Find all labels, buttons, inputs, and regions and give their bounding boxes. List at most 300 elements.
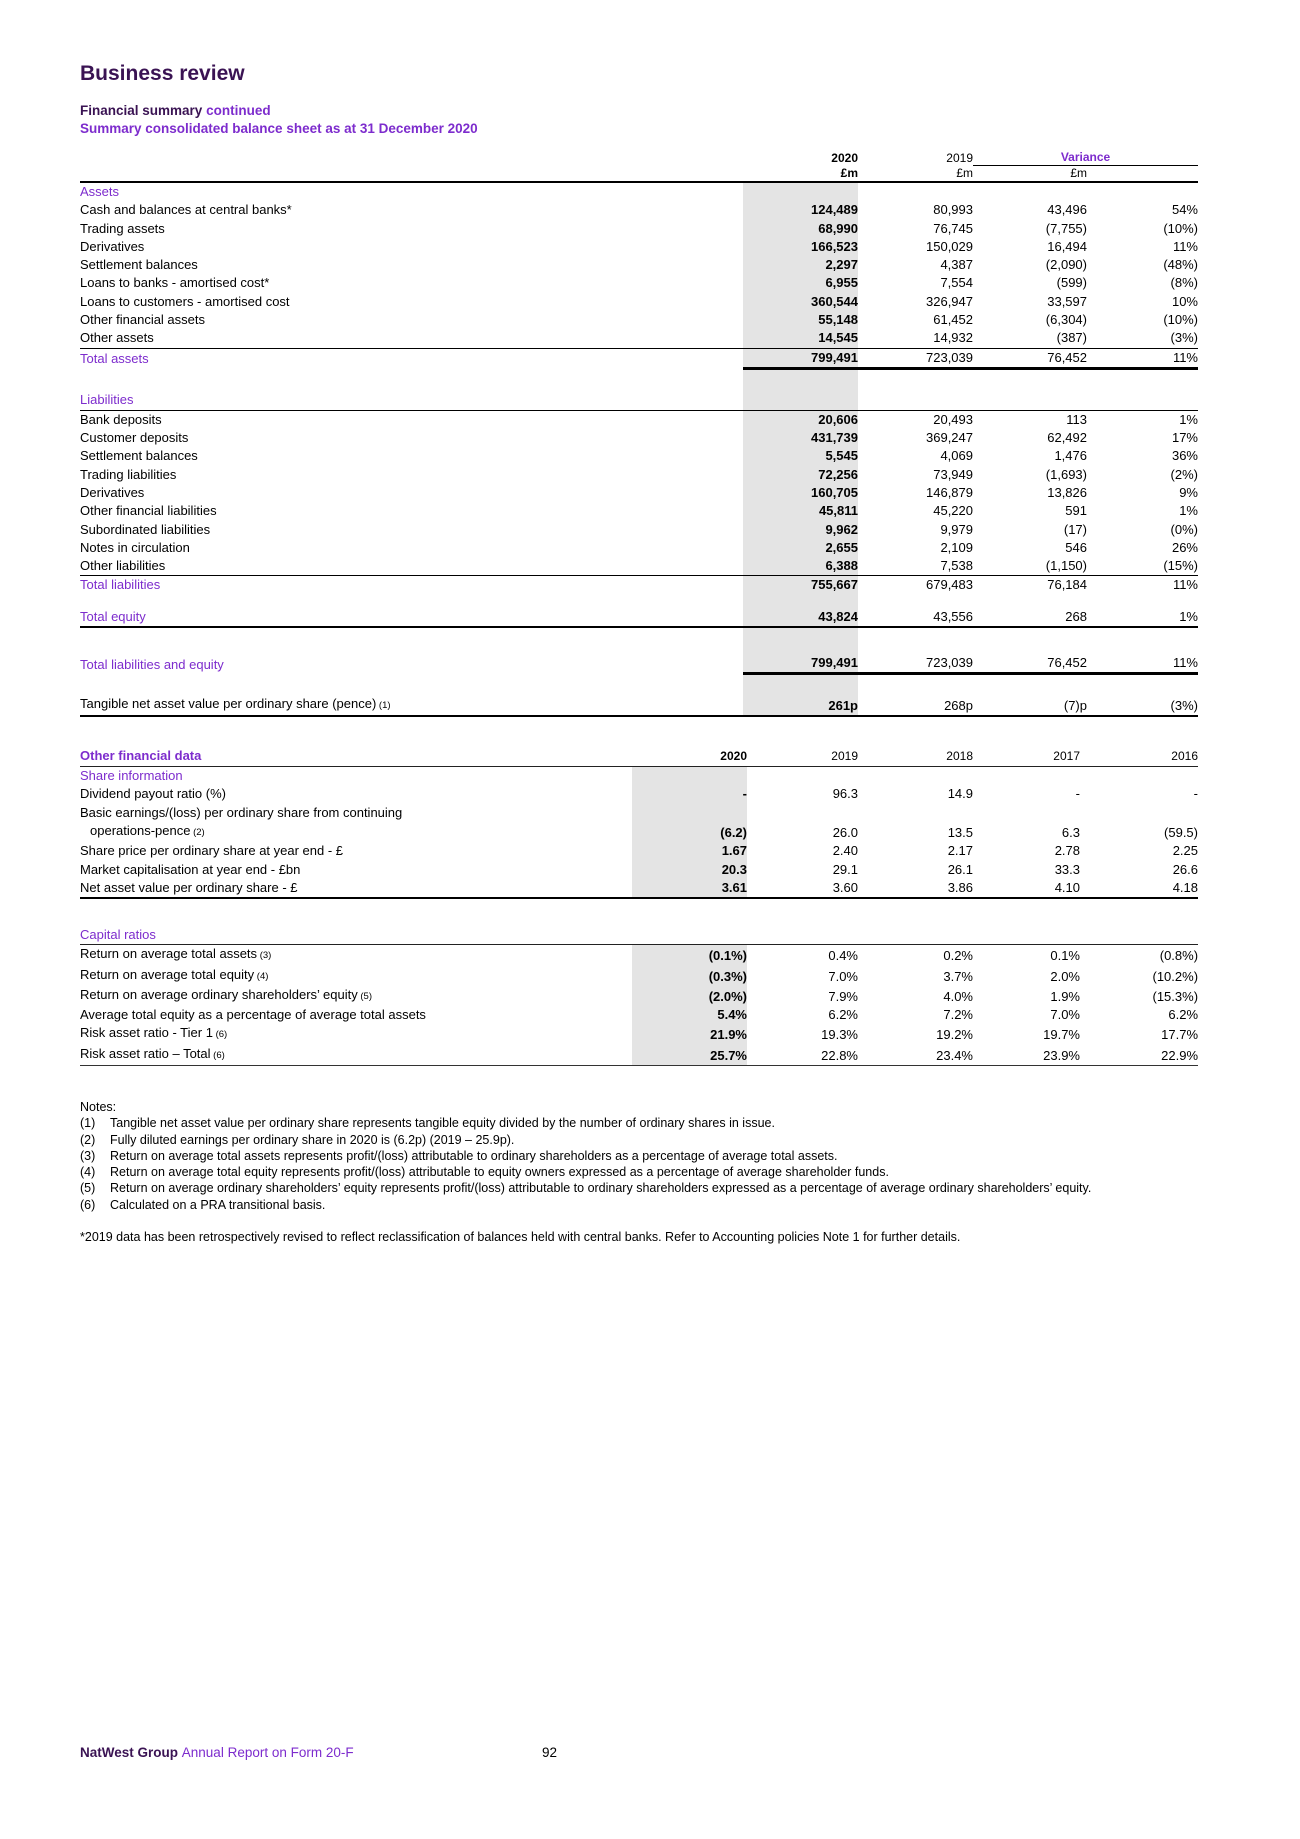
spacer-row [80, 627, 1198, 654]
value-cell: (3%) [1087, 695, 1198, 716]
value-cell: 1% [1087, 608, 1198, 627]
value-cell: 23.9% [973, 1045, 1080, 1066]
value-cell: 0.1% [1050, 948, 1080, 964]
value-cell: 268 [973, 608, 1087, 627]
note-text: Return on average ordinary shareholders’ equity represents profit/(loss) attributable to ordinary shareholders expressed as a percentage of average ordinary shareholders’ equity. [110, 1181, 1092, 1196]
table-row [80, 429, 1198, 447]
table-row [80, 945, 1198, 966]
other-financial-data-table [80, 746, 1198, 899]
value-cell: 62,492 [1047, 430, 1087, 446]
value-cell: 36% [1171, 448, 1198, 464]
value-cell: 2.40 [832, 843, 858, 859]
value-cell [973, 767, 1080, 786]
col-header-2017: 2017 [973, 746, 1080, 767]
table-row [80, 557, 1198, 576]
value-cell: 3.60 [747, 879, 858, 898]
col-header-2019: 2019 [747, 746, 858, 767]
value-cell: 2.25 [1172, 843, 1198, 859]
capital-ratios-table [80, 925, 1198, 1066]
value-cell: 14.9 [947, 786, 973, 802]
other-financial-title: Other financial data [80, 746, 632, 767]
row-label: Risk asset ratio - Tier 1 [80, 1025, 213, 1041]
section-heading-row [80, 767, 1198, 786]
value-cell [1080, 767, 1198, 786]
spacer-row [80, 674, 1198, 695]
value-cell: 11% [1087, 654, 1198, 674]
row-label: Other liabilities [80, 558, 166, 574]
value-cell: 360,544 [743, 293, 858, 311]
value-cell: (10.2%) [1152, 968, 1199, 984]
value-cell: 7,554 [940, 275, 973, 291]
note-number: (3) [80, 1148, 96, 1163]
value-cell: 755,667 [743, 576, 858, 595]
value-cell: 150,029 [926, 238, 973, 254]
note-item [80, 1164, 1200, 1180]
value-cell: 72,256 [743, 466, 858, 484]
page-content [80, 0, 1200, 1245]
value-cell: 22.9% [1080, 1045, 1198, 1066]
row-label: Share information [80, 768, 183, 784]
value-cell: (599) [1056, 275, 1087, 291]
row-label: Return on average ordinary shareholders’ equity [80, 986, 358, 1002]
value-cell: 261p [743, 695, 858, 716]
row-label: Other assets [80, 330, 154, 346]
note-number: (5) [80, 1181, 96, 1196]
value-cell: 2.78 [1054, 843, 1080, 859]
value-cell: 33.3 [1054, 861, 1080, 877]
balance-sheet-table [80, 150, 1198, 717]
value-cell: (0.8%) [1159, 948, 1199, 964]
row-label: Return on average total equity [80, 966, 255, 982]
value-cell [973, 804, 1080, 822]
value-cell: 799,491 [743, 348, 858, 368]
value-cell: (15%) [1087, 557, 1198, 576]
value-cell [973, 595, 1087, 608]
note-reference: (4) [254, 970, 269, 982]
row-label: Net asset value per ordinary share - £ [80, 879, 298, 895]
section-heading-row [80, 391, 1198, 410]
note-text: Calculated on a PRA transitional basis. [110, 1197, 326, 1212]
note-text: Fully diluted earnings per ordinary share in 2020 is (6.2p) (2019 – 25.9p). [110, 1132, 515, 1147]
value-cell: 723,039 [858, 348, 973, 368]
row-label: Loans to customers - amortised cost [80, 293, 290, 309]
value-cell: 4.10 [973, 879, 1080, 898]
note-number: (2) [80, 1132, 96, 1147]
table-row [80, 842, 1198, 860]
value-cell: 43,824 [743, 608, 858, 627]
notes-section [80, 1099, 1200, 1245]
value-cell: 799,491 [743, 654, 858, 674]
value-cell: (48%) [1163, 257, 1198, 273]
total-row [80, 348, 1198, 368]
value-cell: 20.3 [632, 861, 747, 879]
table-row [80, 238, 1198, 256]
table-row [80, 879, 1198, 898]
table-row [80, 695, 1198, 716]
value-cell: 6.2% [828, 1007, 858, 1023]
row-label: Total liabilities [80, 577, 161, 593]
value-cell: 61,452 [933, 312, 973, 328]
value-cell: 76,452 [973, 348, 1087, 368]
value-cell: 9,962 [743, 521, 858, 539]
value-cell: 160,705 [743, 484, 858, 502]
value-cell: 45,811 [743, 502, 858, 520]
page-number: 92 [542, 1745, 558, 1760]
footer-report-name: Annual Report on Form 20-F [181, 1745, 354, 1760]
col-header-2016: 2016 [1080, 746, 1198, 767]
value-cell: 3.7% [943, 968, 973, 984]
value-cell: 17% [1171, 430, 1198, 446]
table-row [80, 966, 1198, 986]
year-header-row [80, 150, 1198, 166]
value-cell: 1% [1179, 411, 1198, 427]
value-cell: 54% [1171, 202, 1198, 218]
value-cell: 3.86 [858, 879, 973, 898]
value-cell: (387) [973, 329, 1087, 348]
value-cell: 76,452 [973, 654, 1087, 674]
value-cell: (6.2) [632, 822, 747, 842]
note-text: Return on average total equity represents profit/(loss) attributable to equity owners expressed as a percentage of average shareholder funds. [110, 1165, 889, 1180]
subtitle-bold: Financial summary [80, 103, 203, 118]
page-footer [80, 1745, 354, 1760]
value-cell: (15.3%) [1152, 988, 1199, 1004]
col-header-2019: 2019 [946, 150, 973, 165]
row-label: Trading liabilities [80, 466, 177, 482]
value-cell: - [1193, 786, 1198, 802]
note-item [80, 1180, 1200, 1196]
subtitle-continued: continued [206, 103, 271, 118]
table-row [80, 502, 1198, 520]
value-cell: 29.1 [832, 861, 858, 877]
value-cell: 20,493 [933, 411, 973, 427]
value-cell: (59.5) [1164, 825, 1198, 841]
value-cell: 55,148 [743, 311, 858, 329]
value-cell: 68,990 [743, 220, 858, 238]
star-footnote: *2019 data has been retrospectively revised to reflect reclassification of balances held with central banks. Refer to Accounting policies Note 1 for further details. [80, 1230, 961, 1245]
capital-ratios-section [80, 925, 1200, 1066]
note-reference: (1) [376, 699, 391, 711]
value-cell: 21.9% [632, 1024, 747, 1044]
value-cell [632, 767, 747, 786]
value-cell [743, 627, 858, 654]
footer-brand: NatWest Group [80, 1745, 179, 1760]
spacer-row [80, 368, 1198, 391]
row-label: Dividend payout ratio (%) [80, 786, 226, 802]
other-financial-header-row [80, 746, 1198, 767]
unit-header-row [80, 166, 1198, 183]
value-cell [973, 182, 1087, 201]
value-cell [1087, 182, 1198, 201]
row-label: Return on average total assets [80, 946, 258, 962]
spacer-row [80, 595, 1198, 608]
value-cell: 1.9% [1050, 988, 1080, 1004]
value-cell [973, 674, 1087, 695]
value-cell [743, 368, 858, 391]
value-cell [743, 595, 858, 608]
table-row [80, 822, 1198, 842]
value-cell: 14,545 [743, 329, 858, 348]
value-cell: (3%) [1087, 329, 1198, 348]
row-label: Subordinated liabilities [80, 521, 211, 537]
value-cell: 23.4% [858, 1045, 973, 1066]
value-cell: 2,655 [743, 539, 858, 557]
value-cell: 9% [1179, 484, 1198, 500]
row-label: Cash and balances at central banks* [80, 202, 292, 218]
row-label: Basic earnings/(loss) per ordinary share from continuing [80, 804, 403, 820]
row-label: Tangible net asset value per ordinary share (pence) [80, 695, 377, 711]
value-cell: 5,545 [743, 447, 858, 465]
table-row [80, 1024, 1198, 1044]
table-row [80, 861, 1198, 879]
value-cell [858, 595, 973, 608]
value-cell: 166,523 [743, 238, 858, 256]
value-cell: 26% [1171, 539, 1198, 555]
table-row [80, 1006, 1198, 1024]
col-header-variance: Variance [973, 150, 1198, 166]
table-row [80, 466, 1198, 484]
value-cell: 26.0 [832, 825, 858, 841]
value-cell: 4.0% [943, 988, 973, 1004]
value-cell: (17) [1063, 521, 1087, 537]
row-label: Bank deposits [80, 411, 162, 427]
value-cell [743, 391, 858, 410]
value-cell: 14,932 [858, 329, 973, 348]
value-cell: (8%) [1170, 275, 1198, 291]
value-cell: (2%) [1170, 466, 1198, 482]
value-cell [973, 391, 1087, 410]
value-cell: 591 [1065, 503, 1087, 519]
note-item [80, 1132, 1200, 1148]
row-label: Derivatives [80, 484, 145, 500]
value-cell: (2,090) [1045, 257, 1087, 273]
value-cell: (0%) [1170, 521, 1198, 537]
value-cell [1087, 627, 1198, 654]
value-cell [1087, 368, 1198, 391]
value-cell: 76,745 [933, 220, 973, 236]
value-cell: 26.6 [1172, 861, 1198, 877]
note-reference: (6) [212, 1029, 228, 1041]
value-cell: 11% [1172, 238, 1198, 254]
value-cell: 33,597 [1047, 293, 1087, 309]
value-cell: 20,606 [743, 410, 858, 429]
unit-variance: £m [973, 166, 1087, 183]
value-cell: 3.61 [632, 879, 747, 898]
total-row [80, 654, 1198, 674]
row-label: Average total equity as a percentage of average total assets [80, 1007, 426, 1023]
value-cell: 19.2% [936, 1027, 973, 1043]
col-header-2018: 2018 [858, 746, 973, 767]
row-label: Other financial liabilities [80, 503, 217, 519]
table-row [80, 293, 1198, 311]
value-cell: 7.0% [1050, 1007, 1080, 1023]
value-cell: 2,297 [743, 256, 858, 274]
value-cell: 6.3 [1061, 825, 1080, 841]
balance-sheet-title: Summary consolidated balance sheet as at 31 December 2020 [80, 121, 478, 136]
value-cell: (1,150) [973, 557, 1087, 576]
value-cell: 11% [1087, 348, 1198, 368]
row-label: Total equity [80, 608, 146, 624]
value-cell: (6,304) [1045, 312, 1087, 328]
row-label: Other financial assets [80, 312, 206, 328]
value-cell [858, 627, 973, 654]
value-cell [858, 674, 973, 695]
value-cell: (0.3%) [632, 966, 747, 986]
row-label: Derivatives [80, 238, 145, 254]
row-label: Liabilities [80, 392, 134, 408]
value-cell: 369,247 [926, 430, 973, 446]
note-reference: (5) [357, 990, 372, 1002]
value-cell: 25.7% [632, 1045, 747, 1066]
note-number: (6) [80, 1197, 96, 1212]
value-cell: 7.0% [828, 968, 858, 984]
table-row [80, 804, 1198, 822]
value-cell: 4,069 [940, 448, 973, 464]
total-row [80, 576, 1198, 595]
table-row [80, 785, 1198, 803]
value-cell: 146,879 [926, 484, 973, 500]
section-heading-row [80, 182, 1198, 201]
value-cell [743, 674, 858, 695]
value-cell: 5.4% [632, 1006, 747, 1024]
value-cell: 723,039 [858, 654, 973, 674]
value-cell: - [1075, 786, 1080, 802]
table-row [80, 447, 1198, 465]
row-label: Total assets [80, 351, 149, 367]
value-cell: 43,556 [858, 608, 973, 627]
capital-ratios-title: Capital ratios [80, 925, 1198, 945]
value-cell [632, 804, 747, 822]
note-text: Tangible net asset value per ordinary share represents tangible equity divided by the number of ordinary shares in issue. [110, 1116, 775, 1131]
value-cell [1080, 804, 1198, 822]
row-label: Settlement balances [80, 448, 198, 464]
value-cell [743, 182, 858, 201]
value-cell [858, 804, 973, 822]
balance-sheet-section [80, 150, 1200, 717]
table-row [80, 220, 1198, 238]
value-cell: 679,483 [926, 577, 973, 593]
table-row [80, 329, 1198, 348]
value-cell: 546 [1065, 539, 1087, 555]
value-cell: 268p [858, 695, 973, 716]
unit-2020: £m [743, 166, 858, 183]
note-number: (1) [80, 1116, 96, 1131]
value-cell: 76,184 [1047, 577, 1087, 593]
row-label: Notes in circulation [80, 539, 190, 555]
col-header-2020: 2020 [632, 746, 747, 767]
value-cell: 2,109 [940, 539, 973, 555]
value-cell: 73,949 [933, 466, 973, 482]
note-reference: (3) [257, 950, 272, 962]
value-cell: 26.1 [947, 861, 973, 877]
value-cell: 7,538 [858, 557, 973, 576]
note-item [80, 1148, 1200, 1164]
value-cell: 19.7% [1043, 1027, 1080, 1043]
table-row [80, 311, 1198, 329]
value-cell: 13.5 [947, 825, 973, 841]
value-cell: 113 [1066, 411, 1087, 427]
value-cell: 10% [1171, 293, 1198, 309]
table-row [80, 256, 1198, 274]
value-cell: (1,693) [1045, 466, 1087, 482]
table-row [80, 484, 1198, 502]
value-cell [747, 767, 858, 786]
value-cell: (0.1%) [632, 945, 747, 966]
table-row [80, 410, 1198, 429]
note-reference: (6) [210, 1049, 225, 1061]
note-number: (4) [80, 1165, 96, 1180]
row-label: Loans to banks - amortised cost* [80, 275, 270, 291]
row-label: Settlement balances [80, 257, 198, 273]
row-label: operations-pence [90, 823, 191, 839]
row-label: Customer deposits [80, 430, 189, 446]
note-item [80, 1197, 1200, 1213]
table-row [80, 1045, 1198, 1066]
value-cell: 96.3 [832, 786, 858, 802]
value-cell: 22.8% [747, 1045, 858, 1066]
value-cell [1087, 391, 1198, 410]
value-cell: - [632, 785, 747, 803]
value-cell [1087, 674, 1198, 695]
value-cell: 17.7% [1161, 1027, 1199, 1043]
table-row [80, 274, 1198, 292]
table-row [80, 986, 1198, 1006]
value-cell: 326,947 [926, 293, 973, 309]
value-cell: (7,755) [1045, 220, 1087, 236]
note-text: Return on average total assets represents profit/(loss) attributable to ordinary shareholders as a percentage of average total assets. [110, 1148, 838, 1163]
value-cell: (2.0%) [632, 986, 747, 1006]
value-cell: 13,826 [1047, 484, 1087, 500]
value-cell [858, 368, 973, 391]
value-cell: 6.2% [1168, 1007, 1199, 1023]
page-title: Business review [80, 62, 245, 85]
value-cell: 9,979 [940, 521, 973, 537]
note-reference: (2) [190, 827, 205, 839]
value-cell: 4.18 [1080, 879, 1198, 898]
value-cell: 1,476 [1054, 448, 1087, 464]
value-cell [973, 627, 1087, 654]
value-cell: 19.3% [821, 1027, 858, 1043]
value-cell [858, 182, 973, 201]
row-label: Risk asset ratio – Total [80, 1045, 211, 1061]
value-cell: 43,496 [1047, 202, 1087, 218]
value-cell: 124,489 [743, 201, 858, 219]
value-cell: 80,993 [933, 202, 973, 218]
value-cell: 0.4% [828, 948, 858, 964]
value-cell [747, 804, 858, 822]
value-cell: 7.9% [828, 988, 858, 1004]
capital-ratios-header-row [80, 925, 1198, 945]
notes-list [80, 1115, 1200, 1213]
row-label: Share price per ordinary share at year end - £ [80, 843, 344, 859]
value-cell [858, 391, 973, 410]
value-cell: 6,955 [743, 274, 858, 292]
value-cell: 45,220 [933, 503, 973, 519]
value-cell: 0.2% [943, 948, 973, 964]
row-label: Market capitalisation at year end - £bn [80, 861, 301, 877]
value-cell: 11% [1172, 577, 1198, 593]
value-cell: (10%) [1163, 220, 1198, 236]
value-cell: 6,388 [743, 557, 858, 576]
other-financial-data-section [80, 746, 1200, 899]
section-subtitle [80, 103, 1200, 118]
col-header-2020: 2020 [831, 150, 858, 165]
value-cell: 1% [1179, 503, 1198, 519]
value-cell: 16,494 [1047, 238, 1087, 254]
value-cell: (7)p [973, 695, 1087, 716]
value-cell: 2.0% [1050, 968, 1080, 984]
value-cell [1087, 595, 1198, 608]
value-cell: 2.17 [947, 843, 973, 859]
